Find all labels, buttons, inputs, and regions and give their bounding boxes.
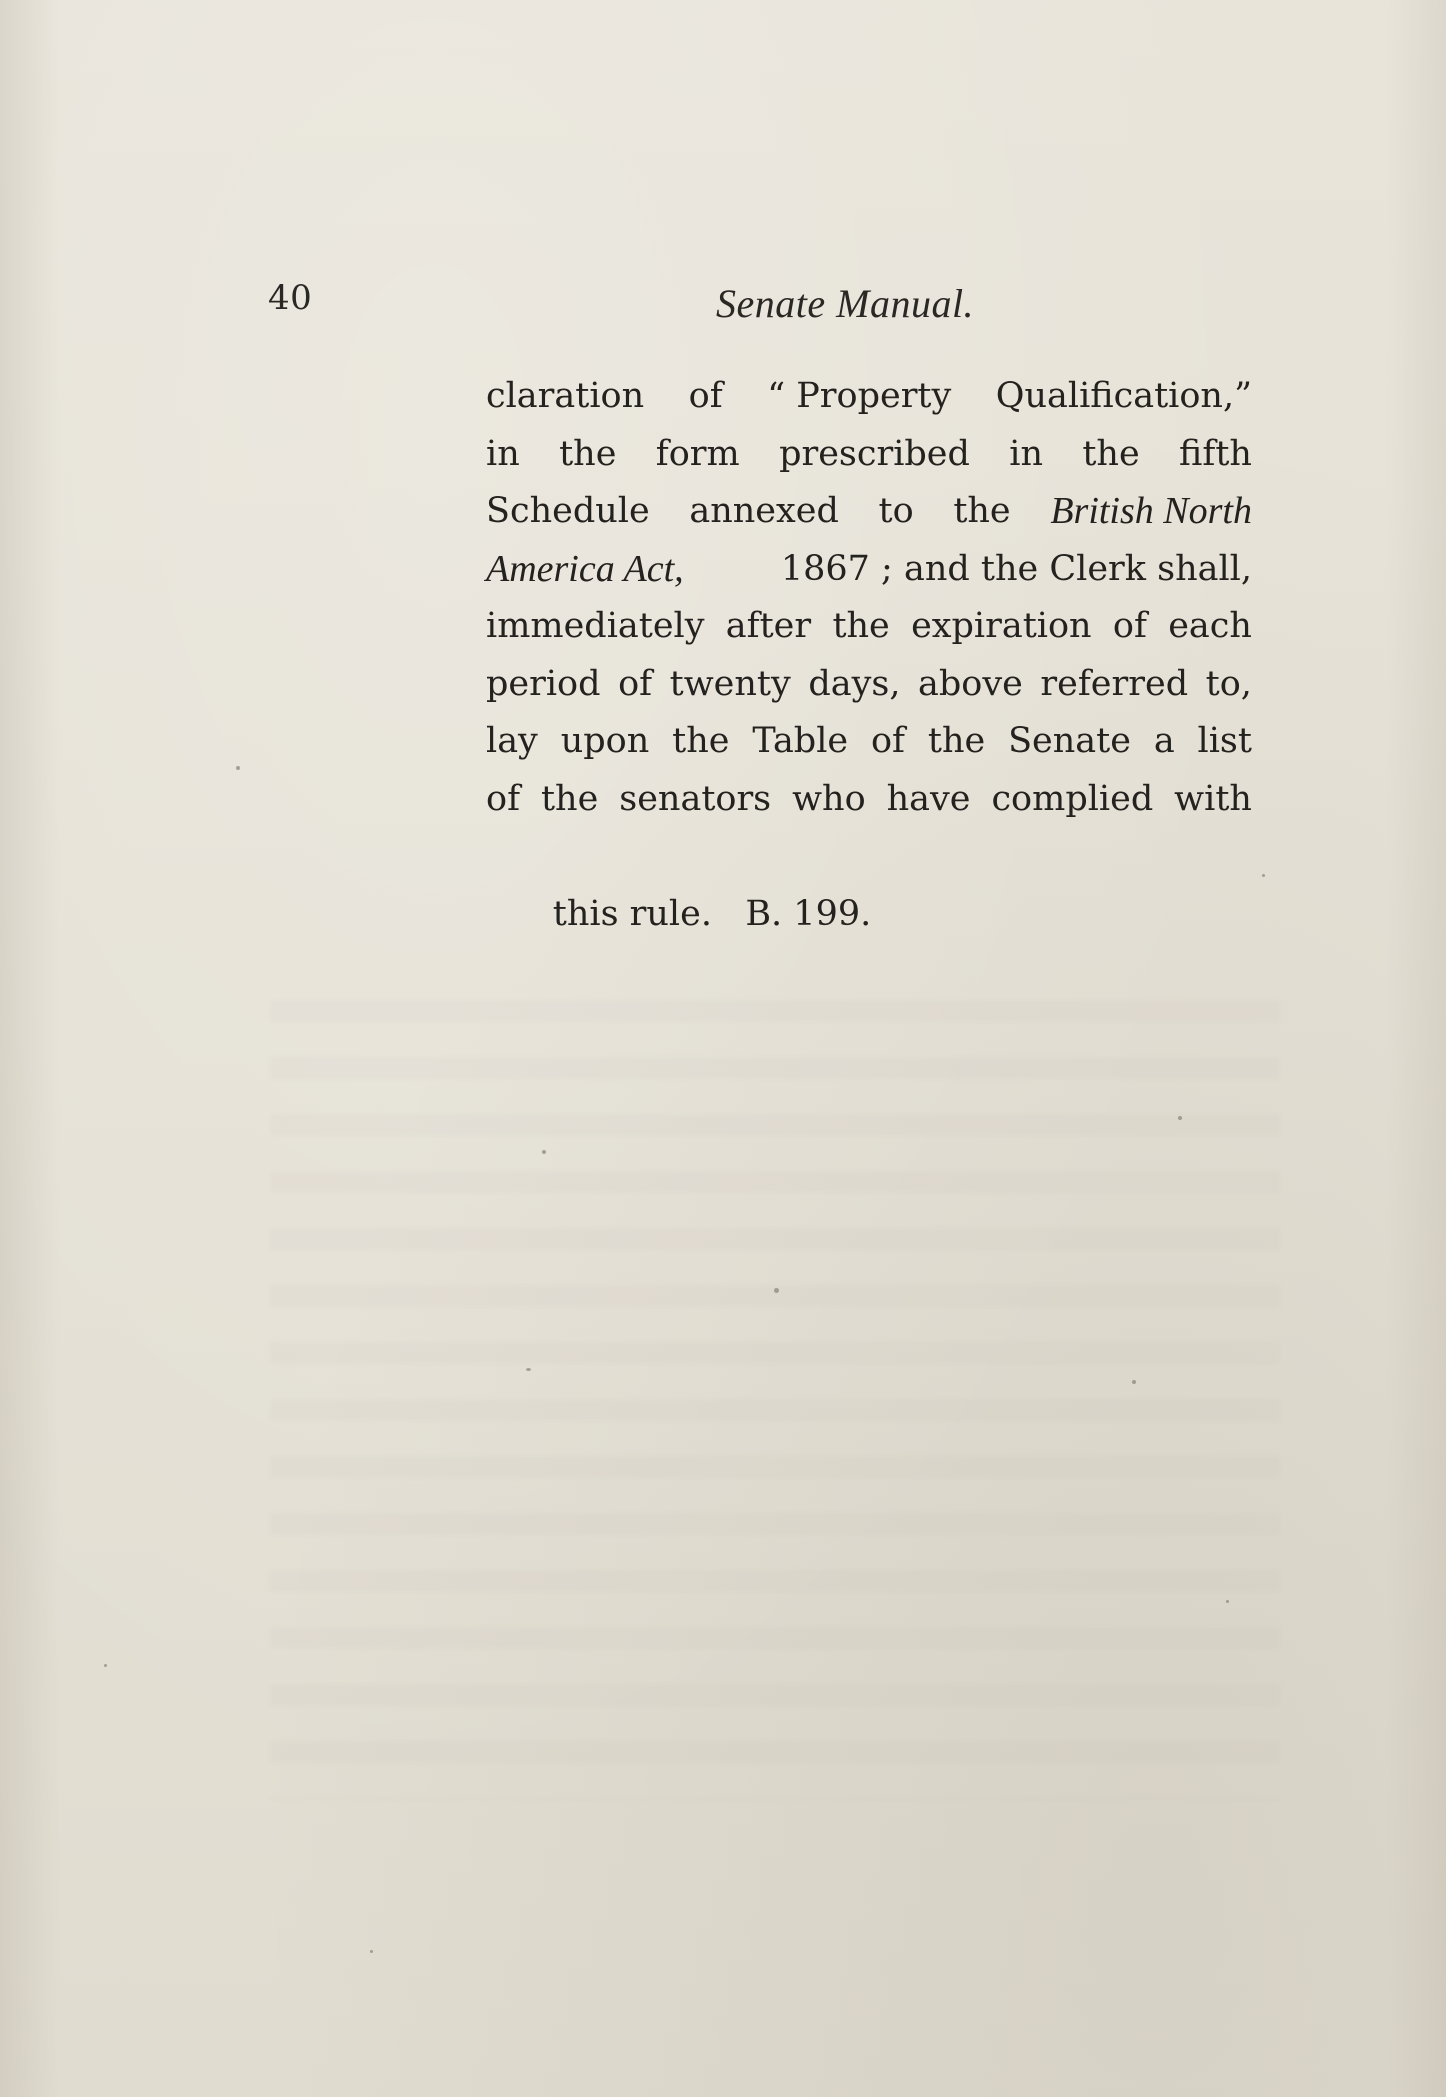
word: of	[618, 663, 653, 704]
italic-title: America Act,	[486, 547, 684, 590]
paper-speck	[104, 1664, 107, 1667]
word: days,	[808, 663, 901, 704]
word: a	[1153, 721, 1175, 761]
text-line	[486, 368, 1252, 426]
text-line	[486, 713, 1252, 771]
word: of	[870, 721, 906, 761]
word: “ Property	[767, 376, 952, 416]
word: this rule. B. 199.	[552, 893, 872, 934]
word: of	[688, 376, 723, 416]
word: have	[886, 778, 971, 819]
paper-speck	[1262, 874, 1265, 877]
text-line	[486, 483, 1252, 541]
paper-speck	[236, 766, 240, 770]
text-line	[486, 426, 1252, 484]
paper-speck	[370, 1950, 373, 1953]
word: expiration	[911, 606, 1092, 646]
word: after	[725, 606, 812, 646]
word: Schedule	[486, 491, 650, 531]
word: list	[1197, 721, 1252, 761]
word: the	[953, 491, 1011, 531]
word: of	[486, 778, 521, 819]
word: each	[1168, 606, 1252, 646]
body-text	[486, 368, 1252, 934]
paper-speck	[1226, 1600, 1229, 1603]
word: period	[486, 663, 601, 704]
word: to	[878, 491, 914, 531]
paper-speck	[542, 1150, 546, 1154]
word: annexed	[689, 491, 839, 531]
paper-speck	[526, 1368, 531, 1371]
word: Qualification,”	[995, 376, 1252, 416]
text-line	[486, 656, 1252, 714]
word: prescribed	[779, 433, 970, 474]
word: the	[672, 721, 730, 761]
word: senators	[619, 778, 772, 819]
word: the	[540, 778, 599, 819]
paper-speck	[1132, 1380, 1136, 1384]
word: twenty	[669, 663, 791, 704]
text-line	[486, 771, 1252, 829]
word: above	[918, 663, 1023, 704]
word: complied	[991, 778, 1154, 819]
paper-speck	[774, 1288, 779, 1293]
word: form	[655, 433, 740, 474]
word: fifth	[1179, 433, 1252, 474]
word: in	[486, 433, 520, 474]
word: who	[792, 778, 866, 819]
word: Senate	[1008, 721, 1131, 761]
page-edge-shadow-right	[1386, 0, 1446, 2097]
italic-title: British North	[1050, 490, 1252, 532]
word: the	[927, 721, 986, 761]
word: the	[832, 606, 890, 646]
word: immediately	[486, 606, 705, 646]
page-number: 40	[268, 278, 313, 318]
word: with	[1174, 778, 1252, 819]
running-head: Senate Manual.	[716, 281, 975, 326]
text-line	[486, 541, 1252, 599]
word: upon	[560, 721, 650, 761]
word: the	[559, 433, 617, 474]
bleed-through-texture	[270, 1000, 1280, 1800]
text-line	[486, 598, 1252, 656]
paper-speck	[1178, 1116, 1182, 1120]
word: Table	[752, 721, 849, 761]
word: lay	[486, 721, 538, 761]
word: 1867 ; and the Clerk shall,	[780, 548, 1252, 589]
page-edge-shadow-left	[0, 0, 60, 2097]
text-line-last	[486, 828, 1252, 934]
word: of	[1112, 606, 1147, 646]
word: the	[1082, 433, 1140, 474]
word: in	[1009, 433, 1044, 474]
word: referred	[1040, 663, 1189, 704]
word: claration	[486, 376, 645, 416]
word: to,	[1205, 663, 1252, 704]
